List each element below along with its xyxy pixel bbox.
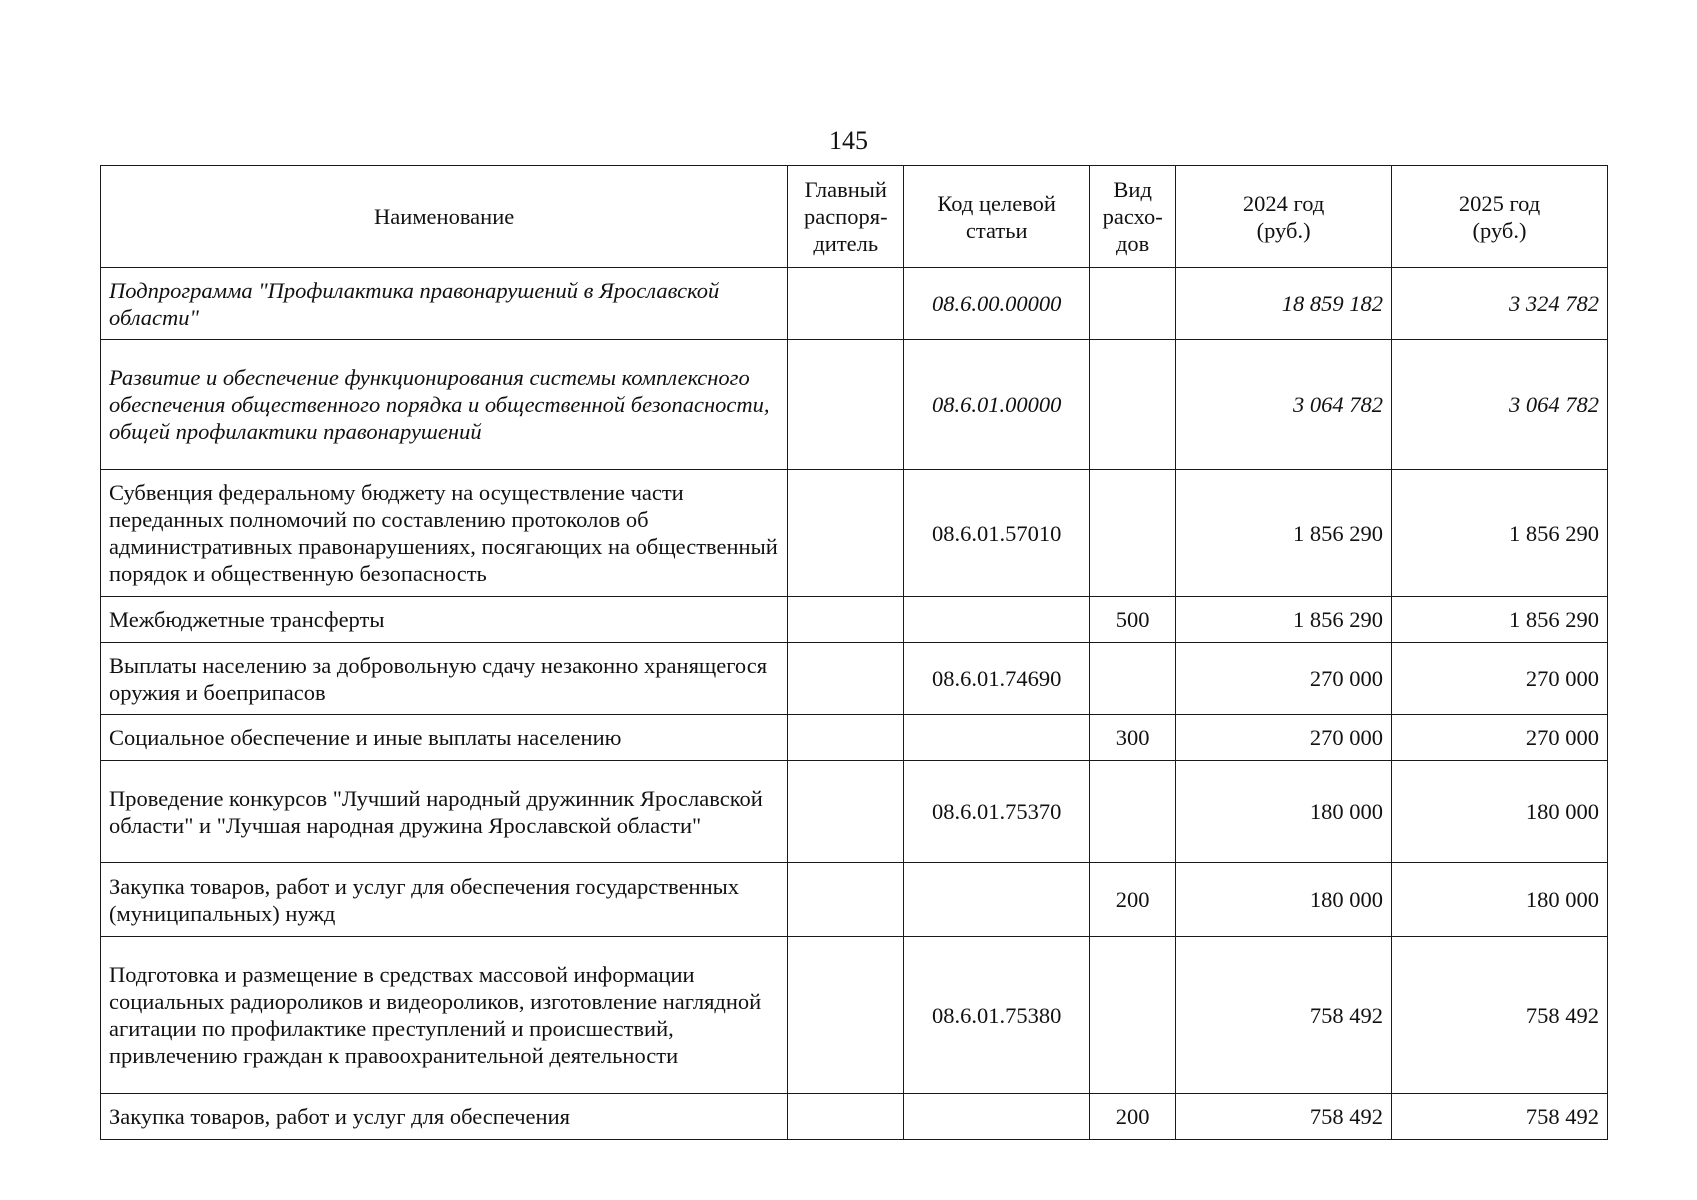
table-row bbox=[101, 268, 1608, 340]
row-name: Социальное обеспечение и иные выплаты населению bbox=[101, 715, 788, 761]
header-name: Наименование bbox=[101, 166, 788, 268]
row-admin bbox=[788, 761, 904, 863]
row-code bbox=[904, 715, 1090, 761]
table-row bbox=[101, 863, 1608, 937]
row-admin bbox=[788, 937, 904, 1094]
table-row bbox=[101, 643, 1608, 715]
header-kind: Вид расхо-дов bbox=[1090, 166, 1176, 268]
row-admin bbox=[788, 268, 904, 340]
row-name: Закупка товаров, работ и услуг для обеспечения bbox=[101, 1094, 788, 1140]
table-row bbox=[101, 937, 1608, 1094]
row-2024: 270 000 bbox=[1176, 643, 1392, 715]
row-kind bbox=[1090, 937, 1176, 1094]
header-admin: Главный распоря-дитель bbox=[788, 166, 904, 268]
row-code: 08.6.01.75370 bbox=[904, 761, 1090, 863]
page-number: 145 bbox=[829, 126, 868, 155]
row-name: Подготовка и размещение в средствах массовой информации социальных радиороликов и видеороликов, изготовление наглядной агитации по профилактике преступлений и происшествий, привлечению граждан к правоохранительной деятельности bbox=[101, 937, 788, 1094]
budget-table bbox=[100, 165, 1608, 1140]
row-admin bbox=[788, 715, 904, 761]
row-code: 08.6.00.00000 bbox=[904, 268, 1090, 340]
row-2025: 758 492 bbox=[1392, 937, 1608, 1094]
row-admin bbox=[788, 597, 904, 643]
row-kind bbox=[1090, 470, 1176, 597]
row-2025: 180 000 bbox=[1392, 863, 1608, 937]
row-code: 08.6.01.57010 bbox=[904, 470, 1090, 597]
table-row bbox=[101, 597, 1608, 643]
row-name: Развитие и обеспечение функционирования системы комплексного обеспечения общественного порядка и общественной безопасности, общей профилактики правонарушений bbox=[101, 340, 788, 470]
row-admin bbox=[788, 1094, 904, 1140]
row-2025: 3 324 782 bbox=[1392, 268, 1608, 340]
row-name: Межбюджетные трансферты bbox=[101, 597, 788, 643]
row-2024: 3 064 782 bbox=[1176, 340, 1392, 470]
row-2025: 3 064 782 bbox=[1392, 340, 1608, 470]
row-kind bbox=[1090, 761, 1176, 863]
row-2025: 180 000 bbox=[1392, 761, 1608, 863]
row-admin bbox=[788, 643, 904, 715]
row-code bbox=[904, 597, 1090, 643]
row-2024: 18 859 182 bbox=[1176, 268, 1392, 340]
row-kind: 500 bbox=[1090, 597, 1176, 643]
row-name: Субвенция федеральному бюджету на осуществление части переданных полномочий по составлению протоколов об административных правонарушениях, посягающих на общественный порядок и общественную безопасность bbox=[101, 470, 788, 597]
row-name: Подпрограмма "Профилактика правонарушений в Ярославской области" bbox=[101, 268, 788, 340]
row-name: Закупка товаров, работ и услуг для обеспечения государственных (муниципальных) нужд bbox=[101, 863, 788, 937]
row-2025: 758 492 bbox=[1392, 1094, 1608, 1140]
header-code: Код целевой статьи bbox=[904, 166, 1090, 268]
row-code bbox=[904, 1094, 1090, 1140]
row-2025: 1 856 290 bbox=[1392, 597, 1608, 643]
header-2025: 2025 год (руб.) bbox=[1392, 166, 1608, 268]
table-row bbox=[101, 715, 1608, 761]
row-admin bbox=[788, 863, 904, 937]
row-2024: 758 492 bbox=[1176, 1094, 1392, 1140]
row-admin bbox=[788, 470, 904, 597]
row-2024: 758 492 bbox=[1176, 937, 1392, 1094]
table-row bbox=[101, 1094, 1608, 1140]
row-code: 08.6.01.75380 bbox=[904, 937, 1090, 1094]
row-2025: 270 000 bbox=[1392, 643, 1608, 715]
row-2024: 1 856 290 bbox=[1176, 470, 1392, 597]
row-kind bbox=[1090, 268, 1176, 340]
row-2024: 270 000 bbox=[1176, 715, 1392, 761]
row-admin bbox=[788, 340, 904, 470]
table-row bbox=[101, 761, 1608, 863]
row-kind bbox=[1090, 643, 1176, 715]
table-header-row bbox=[101, 166, 1608, 268]
row-2024: 180 000 bbox=[1176, 761, 1392, 863]
row-code bbox=[904, 863, 1090, 937]
row-code: 08.6.01.00000 bbox=[904, 340, 1090, 470]
table-row bbox=[101, 340, 1608, 470]
row-kind bbox=[1090, 340, 1176, 470]
row-kind: 200 bbox=[1090, 863, 1176, 937]
row-name: Выплаты населению за добровольную сдачу незаконно хранящегося оружия и боеприпасов bbox=[101, 643, 788, 715]
row-2025: 1 856 290 bbox=[1392, 470, 1608, 597]
row-name: Проведение конкурсов "Лучший народный дружинник Ярославской области" и "Лучшая народная дружина Ярославской области" bbox=[101, 761, 788, 863]
row-kind: 200 bbox=[1090, 1094, 1176, 1140]
row-2025: 270 000 bbox=[1392, 715, 1608, 761]
header-2024: 2024 год (руб.) bbox=[1176, 166, 1392, 268]
row-kind: 300 bbox=[1090, 715, 1176, 761]
row-2024: 1 856 290 bbox=[1176, 597, 1392, 643]
table-row bbox=[101, 470, 1608, 597]
row-code: 08.6.01.74690 bbox=[904, 643, 1090, 715]
row-2024: 180 000 bbox=[1176, 863, 1392, 937]
